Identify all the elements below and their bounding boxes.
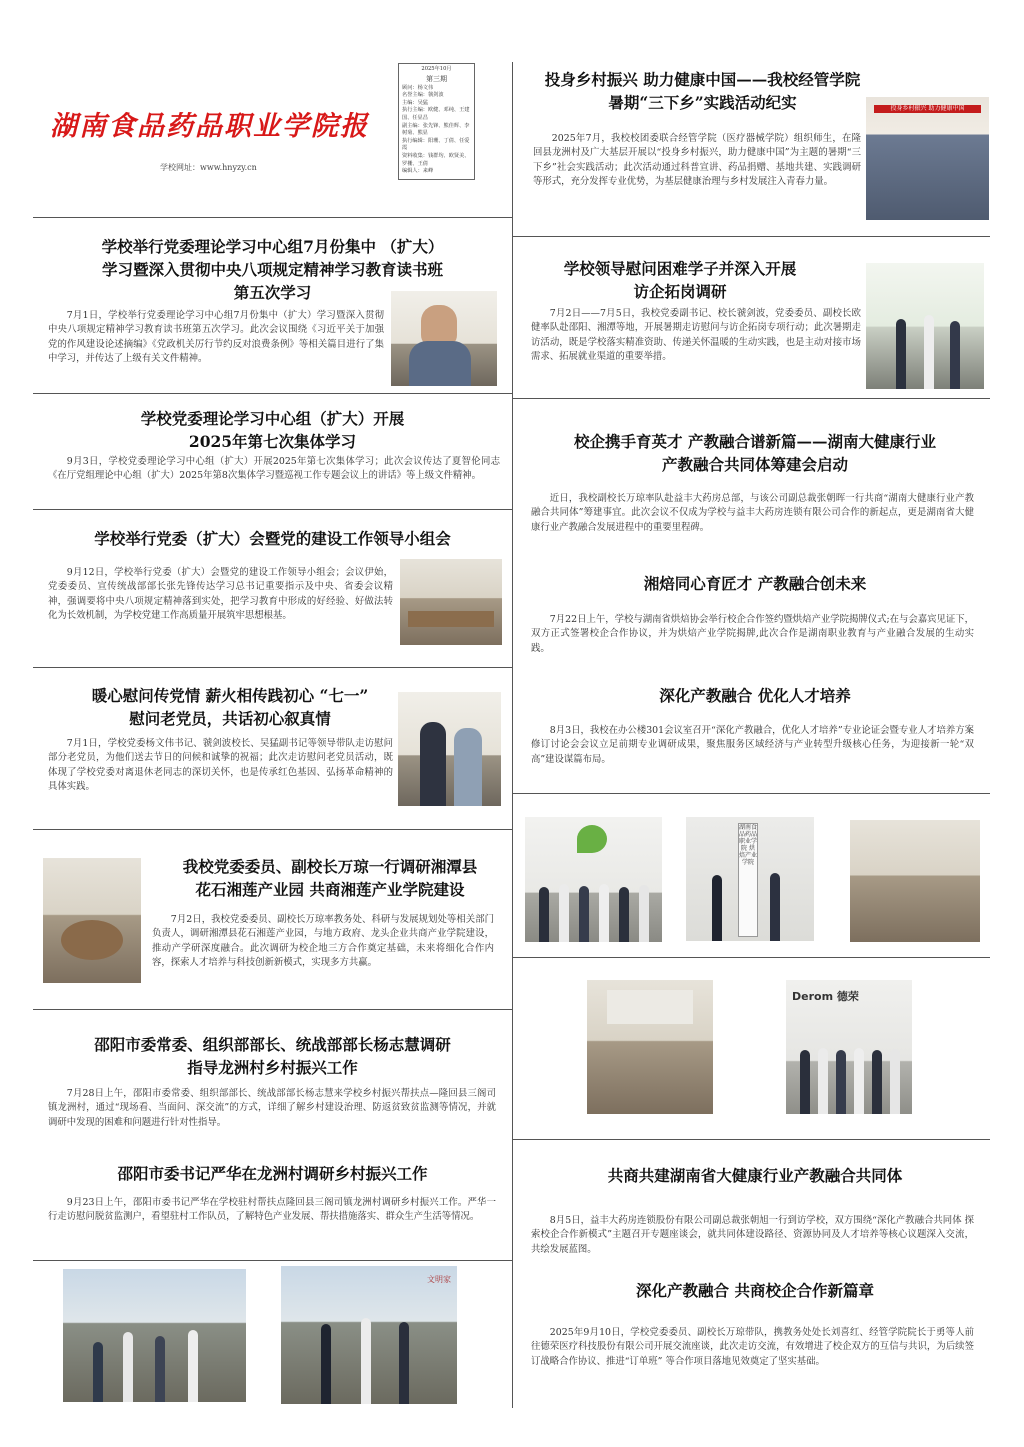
article-title: 深化产教融合 共商校企合作新篇章 — [636, 1281, 874, 1300]
section-rule — [512, 236, 990, 237]
staff-line: 执行编辑：阳珊、丁倩、任爱霞 — [402, 137, 470, 152]
article-body: 9月3日，学校党委理论学习中心组（扩大）开展2025年第七次集体学习；此次会议传达了夏智伦同志《在厅党组理论中心组（扩大）2025年第8次集体学习暨巡视工作专题会议上的讲话》等上级文件精神。 — [48, 456, 500, 482]
section-rule — [33, 393, 512, 394]
section-rule — [512, 957, 990, 958]
article-title: 学校领导慰问困难学子并深入开展 访企拓岗调研 — [563, 259, 797, 301]
article-title: 暖心慰问传党情 薪火相传践初心 “七一” 慰问老党员，共话初心叙真情 — [91, 686, 369, 728]
group-photo — [525, 817, 662, 942]
plaque-photo — [686, 817, 814, 941]
banner-text: 投身乡村振兴 助力健康中国 — [874, 105, 981, 113]
staff-line: 主编：吴猛 — [402, 99, 428, 106]
article-title: 校企携手育英才 产教融合谱新篇——湖南大健康行业 产教融合共同体筹建会启动 — [574, 432, 936, 474]
article-photo — [866, 263, 984, 389]
article-body: 7月2日，我校党委委员、副校长万琼率教务处、科研与发展规划处等相关部门负责人，调研湘潭县花石湘莲产业园，与地方政府、龙头企业共商产业学院建设，推动产学研深度融合。此次调研为校企地三方合作奠定基础，未来将细化合作内容，探索人才培养与科技创新新模式，实现多方共赢。 — [152, 914, 494, 968]
issue-date: 2025年10月 — [421, 66, 452, 72]
school-website: 学校网址：www.hnyzy.cn — [160, 163, 257, 172]
article-title: 我校党委委员、副校长万琼一行调研湘潭县 花石湘莲产业园 共商湘莲产业学院建设 — [182, 857, 478, 899]
section-rule — [33, 667, 512, 668]
article-body: 近日，我校副校长万琼率队赴益丰大药房总部，与该公司副总裁张朝晖一行共商“湖南大健康行业产教融合共同体”筹建事宜。此次会议不仅成为学校与益丰大药房连锁有限公司合作的新起点，更是湖南省大健康行业产教融合发展进程中的重要里程碑。 — [531, 493, 974, 533]
article-body: 2025年9月10日，学校党委委员、副校长万琼带队，携教务处处长刘喜红、经管学院院长于勇等人前往德荣医疗科技股份有限公司开展交流座谈，此次走访交流，有效增进了校企双方的互信与共识，为后续签订战略合作协议、推进“订单班” 等合作项目落地见效奠定了坚实基础。 — [531, 1327, 974, 1367]
section-rule — [33, 1009, 512, 1010]
derom-logo-text: Derom 德荣 — [792, 990, 859, 1003]
plaque-text: 湖南食品药品职业学院 烘焙产业学院 — [738, 823, 758, 937]
meeting-photo — [587, 980, 713, 1114]
column-divider — [512, 62, 513, 1408]
village-visit-photo — [63, 1269, 246, 1402]
derom-company-photo — [786, 980, 912, 1114]
article-title: 学校举行党委（扩大）会暨党的建设工作领导小组会 — [94, 529, 451, 548]
article-title: 湘焙同心育匠才 产教融合创未来 — [643, 574, 867, 593]
section-rule — [33, 509, 512, 510]
article-photo — [43, 858, 141, 983]
article-body: 8月5日，益丰大药房连锁股份有限公司副总裁张朝旭一行到访学校，双方围绕“深化产教融合共同体 探索校企合作新模式”主题召开专题座谈会，就共同体建设路径、资源协同及人才培养等核心议题深入交流，共绘发展蓝图。 — [531, 1215, 974, 1255]
village-sign-text: 文明家 — [427, 1275, 451, 1284]
staff-line: 顾问：杨文伟 — [402, 84, 434, 91]
article-title: 深化产教融合 优化人才培养 — [659, 686, 851, 705]
article-body: 9月12日，学校举行党委（扩大）会暨党的建设工作领导小组会；会议伊始，党委委员、宣传统战部部长张先锋传达学习总书记重要指示及中央、省委会议精神，强调要将中央八项规定精神落到实处，把学习教育中形成的好经验、好做法转化为长效机制，为学校党建工作高质量开展筑牢思想根基。 — [48, 567, 393, 621]
section-rule — [512, 793, 990, 794]
article-title: 学校党委理论学习中心组（扩大）开展 2025年第七次集体学习 — [140, 409, 405, 451]
article-title: 邵阳市委常委、组织部部长、统战部部长杨志慧调研 指导龙洲村乡村振兴工作 — [94, 1035, 451, 1077]
meeting-photo — [850, 820, 980, 942]
article-title: 共商共建湖南省大健康行业产教融合共同体 — [607, 1166, 903, 1185]
article-body: 7月1日，学校举行党委理论学习中心组7月份集中（扩大）学习暨深入贯彻中央八项规定精神学习教育读书班第五次学习。此次会议围绕《习近平关于加强党的作风建设论述摘编》《党政机关厉行节约反对浪费条例》等相关篇目进行了集中学习，并传达了上级有关文件精神。 — [48, 310, 384, 364]
staff-line: 编辑人：来峰 — [402, 168, 434, 175]
article-body: 9月23日上午，邵阳市委书记严华在学校驻村帮扶点隆回县三阁司镇龙洲村调研乡村振兴工作。严华一行走访慰问脱贫监测户，看望驻村工作队员，了解特色产业发展、帮扶措施落实、群众生产生活等情况。 — [48, 1197, 496, 1223]
article-body: 7月28日上午，邵阳市委常委、组织部部长、统战部部长杨志慧来学校乡村振兴帮扶点—隆回县三阁司镇龙洲村，通过“现场看、当面问、深交流”的方式，详细了解乡村建设治理、防返贫致贫监测等情况，并就调研中发现的困难和问题进行针对性指导。 — [48, 1088, 496, 1128]
staff-line: 副主编：张先锋、熊佳辉、李树菊、熊显 — [402, 122, 470, 137]
article-title: 学校举行党委理论学习中心组7月份集中 （扩大） 学习暨深入贯彻中央八项规定精神学习教育读书班 第五次学习 — [101, 237, 444, 302]
section-rule — [33, 217, 512, 218]
article-photo — [866, 97, 989, 220]
article-body: 2025年7月，我校校团委联合经管学院（医疗器械学院）组织师生，在隆回县龙洲村及广大基层开展以“投身乡村振兴，助力健康中国”为主题的暑期“三下乡”社会实践活动；此次活动通过科普宣讲、药品捐赠、基地共建、实践调研等形式，充分发挥专业优势，为基层健康治理与乡村发展注入青春力量。 — [533, 133, 861, 187]
newspaper-title: 湖南食品药品职业学院报 — [50, 111, 369, 142]
village-visit-photo — [281, 1266, 457, 1404]
article-photo — [398, 692, 501, 806]
section-rule — [33, 1260, 512, 1261]
issue-number: 第三期 — [426, 74, 447, 83]
staff-line: 执行主编：欧健、邓纯、王建国、任显昌 — [402, 107, 470, 121]
article-body: 7月22日上午，学校与湖南省烘焙协会举行校企合作签约暨烘焙产业学院揭牌仪式;在与会嘉宾见证下，双方正式签署校企合作协议，并为烘焙产业学院揭牌,此次合作是湖南职业教育与产业融合发展的生动实践。 — [531, 614, 974, 654]
article-title: 投身乡村振兴 助力健康中国——我校经管学院 暑期“三下乡”实践活动纪实 — [544, 70, 861, 112]
section-rule — [512, 1139, 990, 1140]
section-rule — [512, 398, 990, 399]
staff-line: 名誉主编：虢剑波 — [402, 92, 444, 99]
section-rule — [33, 829, 512, 830]
article-body: 7月1日，学校党委杨文伟书记、虢剑波校长、吴猛副书记等领导带队走访慰问部分老党员，为他们送去节日的问候和诚挚的祝福；此次走访慰问老党员活动，既体现了学校党委对离退休老同志的深切关怀，也是传承红色基因、弘扬革命精神的具体实践。 — [48, 738, 393, 792]
article-body: 7月2日——7月5日，我校党委副书记、校长虢剑波，党委委员、副校长欧健率队赴邵阳、湘潭等地，开展暑期走访慰问与访企拓岗专项行动；此次暑期走访活动，既是学校落实精准资助、传递关怀温暖的生动实践，也是主动对接市场需求、拓展就业渠道的重要举措。 — [531, 308, 861, 362]
staff-line: 资料收集：钱群均、欧贤美、罗栅、王倩 — [402, 152, 470, 167]
article-photo — [400, 559, 502, 645]
article-body: 8月3日，我校在办公楼301会议室召开“深化产教融合，优化人才培养”专业论证会暨专业人才培养方案修订讨论会会议立足前期专业调研成果，聚焦服务区域经济与产业转型升级核心任务，为迎接新一轮“双高”建设谋篇布局。 — [531, 725, 974, 765]
article-photo — [391, 291, 497, 386]
issue-info-box — [398, 63, 475, 180]
article-title: 邵阳市委书记严华在龙洲村调研乡村振兴工作 — [117, 1164, 428, 1183]
